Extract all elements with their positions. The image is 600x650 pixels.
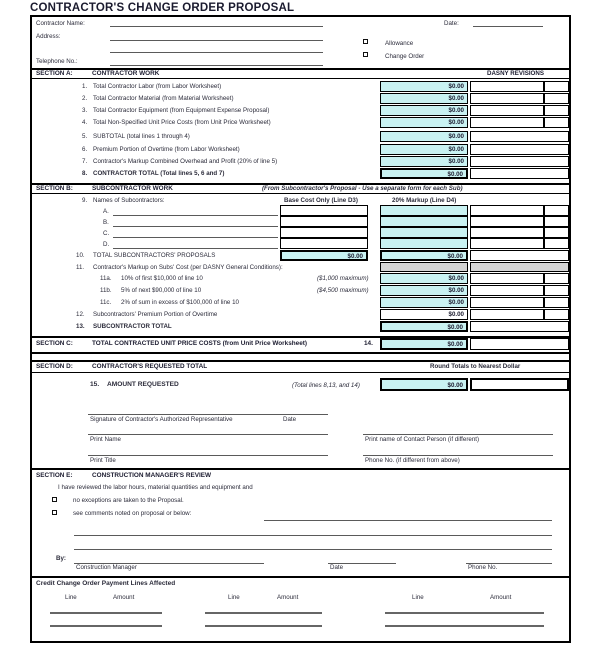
section-c-line-number: 14. bbox=[364, 340, 373, 347]
line-number: 4. bbox=[82, 119, 88, 126]
contact-name-input[interactable] bbox=[363, 434, 553, 435]
amount-cell[interactable]: $0.00 bbox=[380, 81, 468, 92]
revision-cell-2[interactable] bbox=[544, 205, 569, 216]
revision-cell[interactable] bbox=[470, 117, 544, 128]
section-d-head-rule bbox=[32, 372, 569, 373]
cm-phone-label: Phone No. bbox=[468, 564, 498, 571]
revision-cell[interactable] bbox=[470, 81, 544, 92]
revision-cell-2[interactable] bbox=[544, 238, 569, 249]
round-totals-note: Round Totals to Nearest Dollar bbox=[430, 363, 521, 370]
contact-name-label: Print name of Contact Person (if different) bbox=[365, 436, 480, 443]
sub-name-input[interactable] bbox=[113, 215, 278, 216]
print-name-label: Print Name bbox=[90, 436, 121, 443]
line-label: 10% of first $10,000 of line 10 bbox=[121, 275, 203, 282]
credit-amount-header-2: Amount bbox=[277, 594, 299, 601]
credit-bottom-rule bbox=[32, 641, 569, 643]
section-c-bottom-rule bbox=[32, 352, 569, 354]
markup-cell[interactable] bbox=[380, 216, 468, 227]
change-order-label: Change Order bbox=[385, 53, 425, 60]
line-label: CONTRACTOR TOTAL (Total lines 5, 6 and 7) bbox=[93, 170, 225, 177]
amount-cell[interactable]: $0.00 bbox=[380, 321, 468, 332]
section-c-title: TOTAL CONTRACTED UNIT PRICE COSTS (from Unit Price Worksheet) bbox=[92, 340, 308, 347]
line-label: Subcontractors' Premium Portion of Overtime bbox=[93, 311, 218, 318]
sub-row-letter: B. bbox=[103, 219, 109, 226]
line-number: 10. bbox=[76, 252, 85, 259]
section-d-top-rule bbox=[32, 360, 569, 362]
line-number: 13. bbox=[76, 323, 85, 330]
no-exceptions-checkbox[interactable] bbox=[52, 497, 57, 502]
line-number: 5. bbox=[82, 133, 88, 140]
comments-input-2[interactable] bbox=[74, 535, 552, 536]
revision-cell[interactable] bbox=[470, 156, 569, 167]
revision-cell-2[interactable] bbox=[544, 285, 569, 296]
credit-line-header-3: Line bbox=[412, 594, 424, 601]
line-number-9: 9. bbox=[82, 197, 88, 204]
section-c-revision-cell[interactable] bbox=[470, 338, 569, 350]
line-label: 5% of next $90,000 of line 10 bbox=[121, 287, 202, 294]
revision-cell[interactable] bbox=[470, 168, 569, 179]
markup-cell[interactable] bbox=[380, 238, 468, 249]
revision-cell[interactable] bbox=[470, 238, 544, 249]
sub-row-letter: D. bbox=[103, 241, 110, 248]
line-label: Total Contractor Material (from Material Worksheet) bbox=[93, 95, 234, 102]
base-cost-cell[interactable] bbox=[280, 227, 368, 238]
line-number: 11. bbox=[76, 264, 85, 271]
amount-cell[interactable]: $0.00 bbox=[380, 309, 468, 320]
line-label: SUBCONTRACTOR TOTAL bbox=[93, 323, 172, 330]
credit-divider-1 bbox=[175, 578, 176, 641]
address-label: Address: bbox=[36, 33, 61, 40]
section-b-tag: SECTION B: bbox=[36, 185, 73, 192]
line-label: Contractor's Markup Combined Overhead and Profit (20% of line 5) bbox=[93, 158, 278, 165]
line-label: TOTAL SUBCONTRACTORS' PROPOSALS bbox=[93, 252, 216, 259]
amount-cell[interactable]: $0.00 bbox=[380, 117, 468, 128]
revision-cell-2[interactable] bbox=[544, 216, 569, 227]
cm-date-label: Date bbox=[330, 564, 344, 571]
revision-cell[interactable] bbox=[470, 93, 544, 104]
credit-input-3a[interactable] bbox=[385, 612, 544, 614]
base-cost-cell[interactable] bbox=[280, 205, 368, 216]
line-number: 11b. bbox=[100, 287, 112, 294]
line-label: Total Contractor Equipment (from Equipment Expense Proposal) bbox=[93, 107, 270, 114]
credit-line-header-2: Line bbox=[228, 594, 240, 601]
comments-input-1[interactable] bbox=[264, 520, 552, 521]
amount-cell[interactable]: $0.00 bbox=[380, 273, 468, 284]
revision-cell-2[interactable] bbox=[544, 227, 569, 238]
credit-input-1a[interactable] bbox=[50, 612, 162, 614]
line-label: Contractor's Markup on Subs' Cost (per DASNY General Conditions): bbox=[93, 264, 283, 271]
line-number: 3. bbox=[82, 107, 88, 114]
line-note: (Total lines 8,13, and 14) bbox=[292, 382, 360, 389]
revision-cell-2[interactable] bbox=[544, 105, 569, 116]
revision-cell-2[interactable] bbox=[544, 273, 569, 284]
line-number: 6. bbox=[82, 146, 88, 153]
amount-cell[interactable]: $0.00 bbox=[380, 144, 468, 155]
base-cost-cell[interactable] bbox=[280, 238, 368, 249]
credit-title: Credit Change Order Payment Lines Affected bbox=[36, 580, 176, 587]
signature-date-label: Date bbox=[283, 416, 297, 423]
line-number: 12. bbox=[76, 311, 85, 318]
telephone-label: Telephone No.: bbox=[36, 58, 78, 65]
telephone-input[interactable] bbox=[110, 65, 323, 66]
amount-cell[interactable]: $0.00 bbox=[380, 156, 468, 167]
credit-input-3b[interactable] bbox=[385, 625, 544, 627]
dasny-revisions-header: DASNY REVISIONS bbox=[487, 70, 544, 77]
print-title-label: Print Title bbox=[90, 457, 116, 464]
revision-cell[interactable] bbox=[470, 144, 569, 155]
credit-line-header-1: Line bbox=[65, 594, 77, 601]
credit-amount-header-3: Amount bbox=[490, 594, 512, 601]
revision-cell[interactable] bbox=[470, 297, 544, 308]
revision-cell-2[interactable] bbox=[544, 309, 569, 320]
revision-placeholder-cell bbox=[470, 262, 569, 272]
allowance-checkbox[interactable] bbox=[363, 39, 368, 44]
amount-cell[interactable]: $0.00 bbox=[380, 93, 468, 104]
print-title-input[interactable] bbox=[88, 455, 328, 456]
revision-cell[interactable] bbox=[470, 131, 569, 142]
no-exceptions-label: no exceptions are taken to the Proposal. bbox=[73, 497, 184, 504]
section-b-title: SUBCONTRACTOR WORK bbox=[92, 185, 173, 192]
amount-requested-cell[interactable]: $0.00 bbox=[380, 378, 468, 391]
credit-input-2b[interactable] bbox=[205, 625, 322, 627]
revision-cell[interactable] bbox=[470, 105, 544, 116]
date-input[interactable] bbox=[473, 26, 543, 27]
section-a-title: CONTRACTOR WORK bbox=[92, 70, 160, 77]
allowance-label: Allowance bbox=[385, 40, 414, 47]
markup-cell[interactable] bbox=[380, 205, 468, 216]
section-d-title: CONTRACTOR'S REQUESTED TOTAL bbox=[92, 363, 208, 370]
credit-input-2a[interactable] bbox=[205, 612, 322, 614]
revision-cell[interactable] bbox=[470, 285, 544, 296]
signature-input[interactable] bbox=[88, 414, 328, 415]
base-cost-total-cell[interactable]: $0.00 bbox=[280, 250, 368, 261]
credit-input-1b[interactable] bbox=[50, 625, 162, 627]
revision-cell[interactable] bbox=[470, 227, 544, 238]
section-b-head-rule bbox=[32, 193, 569, 194]
sub-row-letter: C. bbox=[103, 230, 110, 237]
line-label-9: Names of Subcontractors: bbox=[93, 197, 165, 204]
revision-cell-2[interactable] bbox=[544, 297, 569, 308]
amount-cell[interactable]: $0.00 bbox=[380, 285, 468, 296]
section-e-top-rule bbox=[32, 468, 569, 470]
line-number: 1. bbox=[82, 83, 88, 90]
revision-cell[interactable] bbox=[470, 205, 544, 216]
credit-amount-header-1: Amount bbox=[113, 594, 135, 601]
date-label: Date: bbox=[444, 20, 459, 27]
print-name-input[interactable] bbox=[88, 434, 328, 435]
section-a-tag: SECTION A: bbox=[36, 70, 73, 77]
signature-label: Signature of Contractor's Authorized Representative bbox=[90, 416, 233, 423]
revision-cell-2[interactable] bbox=[544, 93, 569, 104]
sub-name-input[interactable] bbox=[113, 226, 278, 227]
section-e-title: CONSTRUCTION MANAGER'S REVIEW bbox=[92, 472, 212, 479]
base-cost-column-header: Base Cost Only (Line D3) bbox=[284, 197, 358, 204]
contact-phone-label: Phone No. (if different from above) bbox=[365, 457, 460, 464]
amount-cell[interactable]: $0.00 bbox=[380, 105, 468, 116]
address-input-2[interactable] bbox=[110, 52, 323, 53]
line-label: AMOUNT REQUESTED bbox=[107, 381, 179, 388]
section-e-tag: SECTION E: bbox=[36, 472, 73, 479]
base-cost-cell[interactable] bbox=[280, 216, 368, 227]
line-number: 7. bbox=[82, 158, 88, 165]
revision-cell[interactable] bbox=[470, 321, 569, 332]
section-b-note: (From Subcontractor's Proposal - Use a separate form for each Sub) bbox=[262, 185, 463, 192]
section-c-tag: SECTION C: bbox=[36, 340, 73, 347]
section-c-amount-cell[interactable]: $0.00 bbox=[380, 338, 468, 350]
revision-cell[interactable] bbox=[470, 309, 544, 320]
contact-phone-input[interactable] bbox=[363, 455, 553, 456]
revision-cell[interactable] bbox=[470, 250, 569, 261]
section-d-tag: SECTION D: bbox=[36, 363, 73, 370]
line-label: 2% of sum in excess of $100,000 of line 10 bbox=[121, 299, 239, 306]
address-input-1[interactable] bbox=[110, 40, 323, 41]
line-number: 2. bbox=[82, 95, 88, 102]
line-number: 15. bbox=[90, 381, 100, 388]
markup-total-cell[interactable]: $0.00 bbox=[380, 250, 468, 261]
markup-placeholder-cell bbox=[380, 262, 468, 272]
construction-manager-label: Construction Manager bbox=[76, 564, 137, 571]
section-e-intro: I have reviewed the labor hours, material quantities and equipment and bbox=[58, 484, 253, 491]
line-number: 11c. bbox=[100, 299, 112, 306]
line-label: SUBTOTAL (total lines 1 through 4) bbox=[93, 133, 190, 140]
see-comments-label: see comments noted on proposal or below: bbox=[73, 510, 192, 517]
credit-divider-2 bbox=[355, 578, 356, 641]
revision-cell-2[interactable] bbox=[544, 81, 569, 92]
page-title: CONTRACTOR'S CHANGE ORDER PROPOSAL bbox=[30, 2, 295, 14]
markup-cell[interactable] bbox=[380, 227, 468, 238]
sub-row-letter: A. bbox=[103, 208, 109, 215]
contractor-name-input[interactable] bbox=[110, 26, 323, 27]
amount-cell[interactable]: $0.00 bbox=[380, 297, 468, 308]
sub-name-input[interactable] bbox=[113, 248, 278, 249]
section-a-head-rule bbox=[32, 78, 569, 79]
change-order-checkbox[interactable] bbox=[363, 52, 368, 57]
revision-cell-2[interactable] bbox=[544, 117, 569, 128]
line-label: Total Contractor Labor (from Labor Worksheet) bbox=[93, 83, 222, 90]
amount-cell[interactable]: $0.00 bbox=[380, 131, 468, 142]
revision-cell[interactable] bbox=[470, 273, 544, 284]
revision-cell[interactable] bbox=[470, 216, 544, 227]
see-comments-checkbox[interactable] bbox=[52, 510, 57, 515]
amount-cell[interactable]: $0.00 bbox=[380, 168, 468, 179]
by-label: By: bbox=[56, 555, 66, 562]
line-note: ($4,500 maximum) bbox=[317, 287, 369, 294]
contractor-name-label: Contractor Name: bbox=[36, 20, 85, 27]
credit-top-rule bbox=[32, 576, 569, 578]
line-label: Total Non-Specified Unit Price Costs (from Unit Price Worksheet) bbox=[93, 119, 271, 126]
line-number: 11a. bbox=[100, 275, 112, 282]
line-note: ($1,000 maximum) bbox=[317, 275, 369, 282]
line-label: Premium Portion of Overtime (from Labor Worksheet) bbox=[93, 146, 240, 153]
comments-input-3[interactable] bbox=[74, 549, 552, 550]
sub-name-input[interactable] bbox=[113, 237, 278, 238]
markup-column-header: 20% Markup (Line D4) bbox=[392, 197, 457, 204]
line-number: 8. bbox=[82, 170, 88, 177]
amount-requested-revision-cell[interactable] bbox=[470, 378, 569, 391]
